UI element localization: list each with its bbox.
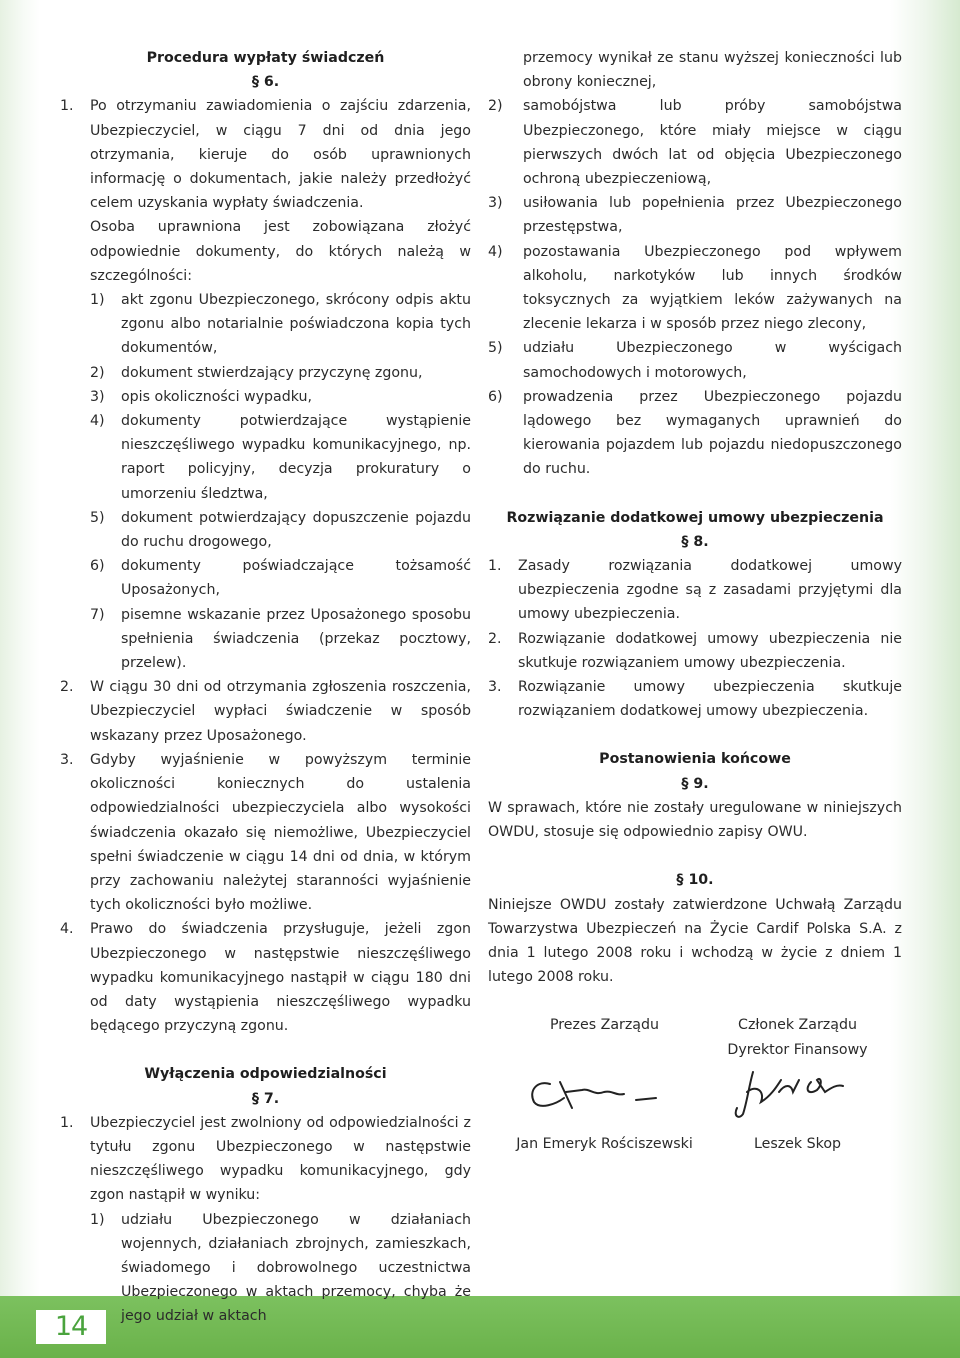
item-number: 5) <box>90 509 105 526</box>
section-10-paragraph-mark: § 10. <box>676 872 714 889</box>
list-item <box>60 748 471 917</box>
signer-role: Dyrektor Finansowy <box>727 1041 868 1058</box>
section-6-title: Procedura wypłaty świadczeń <box>146 50 385 66</box>
item-number: 1) <box>90 1211 105 1228</box>
section-6-point-1 <box>60 94 471 288</box>
handwritten-signature-left <box>520 1062 690 1124</box>
signer-name: Jan Emeryk Rościszewski <box>516 1135 693 1152</box>
item-text: Rozwiązanie dodatkowej umowy ubezpieczenia nie skutkuje rozwiązaniem umowy ubezpieczenia. <box>518 630 902 671</box>
item-number: 4) <box>488 243 503 260</box>
left-gradient-band <box>0 0 40 1296</box>
point-number: 1. <box>60 1114 74 1131</box>
item-text: Gdyby wyjaśnienie w powyższym terminie okoliczności koniecznych do ustalenia odpowiedzialności ubezpieczyciela albo wysokości świadczenia okazało się niemożliwe, Ubezpieczyciel spełni świadczenie w ciągu 14 dni od dnia, w którym przy zachowaniu należytej staranności wyjaśnienie tych okoliczności było możliwe. <box>90 751 471 914</box>
list-item <box>60 506 471 554</box>
list-item <box>60 675 471 748</box>
list-item <box>60 361 471 385</box>
item-number: 3) <box>488 195 503 212</box>
signer-name: Leszek Skop <box>753 1135 842 1152</box>
item-text: Prawo do świadczenia przysługuje, jeżeli zgon Ubezpieczonego w następstwie nieszczęśliwego wypadku komunikacyjnego nastąpił w ciągu 180 dni od daty wystąpienia nieszczęśliwego wypadku będącego przyczyną zgonu. <box>90 921 471 1035</box>
point-text: Po otrzymaniu zawiadomienia o zajściu zdarzenia, Ubezpieczyciel, w ciągu 7 dni od dnia jego otrzymania, kieruje do osób uprawnionych informację o dokumentach, jakie należy przedłożyć celem uzyskania wypłaty świadczenia. <box>90 98 471 212</box>
item-text: samobójstwa lub próby samobójstwa Ubezpieczonego, które miały miejsce w ciągu pierwszych dwóch lat od objęcia Ubezpieczonego ochroną ubezpieczeniową, <box>523 98 902 188</box>
section-8-title: Rozwiązanie dodatkowej umowy ubezpieczenia <box>506 509 884 526</box>
section-8-points <box>488 554 902 723</box>
signature-left <box>508 1013 701 1156</box>
list-item <box>60 385 471 409</box>
item-text: Rozwiązanie umowy ubezpieczenia skutkuje rozwiązaniem dodatkowej umowy ubezpieczenia. <box>518 679 902 720</box>
item-number: 4. <box>60 921 74 938</box>
item-number: 3) <box>90 388 105 405</box>
list-item <box>60 409 471 506</box>
list-item <box>488 627 902 675</box>
page-number: 14 <box>36 1310 106 1344</box>
item-text: Zasady rozwiązania dodatkowej umowy ubezpieczenia zgodne są z zasadami przyjętymi dla umowy ubezpieczenia. <box>518 558 902 623</box>
section-7-point-1 <box>60 1111 471 1208</box>
section-7-exclusion-1 <box>60 1208 471 1329</box>
signer-role: Członek Zarządu <box>738 1017 857 1034</box>
item-number: 3. <box>60 751 74 768</box>
continued-exclusion-text <box>488 46 902 94</box>
section-6-points <box>60 675 471 1038</box>
section-9-text: W sprawach, które nie zostały uregulowane w niniejszych OWDU, stosuje się odpowiednio zapisy OWU. <box>488 799 902 841</box>
item-text: prowadzenia przez Ubezpieczonego pojazdu lądowego bez wymaganych uprawnień do kierowania pojazdem lub pojazdu niedopuszczonego do ruchu. <box>523 388 902 478</box>
item-text: dokument stwierdzający przyczynę zgonu, <box>121 364 423 381</box>
item-text: dokument potwierdzający dopuszczenie pojazdu do ruchu drogowego, <box>121 509 471 551</box>
section-8-paragraph-mark: § 8. <box>681 533 709 550</box>
item-text: W ciągu 30 dni od otrzymania zgłoszenia roszczenia, Ubezpieczyciel wypłaci świadczenie w sposób wskazany przez Uposażonego. <box>90 679 471 744</box>
list-item <box>60 603 471 676</box>
list-item <box>60 917 471 1038</box>
signature-block <box>488 1013 902 1156</box>
section-6-paragraph-mark: § 6. <box>251 74 280 91</box>
item-text: udziału Ubezpieczonego w działaniach wojennych, działaniach zbrojnych, zamieszkach, świadomego i dobrowolnego uczestnictwa Ubezpieczonego w aktach przemocy, chyba że jego udział w aktach <box>121 1211 471 1325</box>
list-item <box>488 675 902 723</box>
section-7-title: Wyłączenia odpowiedzialności <box>144 1066 387 1083</box>
signature-right <box>701 1013 894 1156</box>
item-number: 4) <box>90 413 105 430</box>
item-text: przemocy wynikał ze stanu wyższej konieczności lub obrony koniecznej, <box>523 50 902 91</box>
point-text: Ubezpieczyciel jest zwolniony od odpowiedzialności z tytułu zgonu Ubezpieczonego w następstwie nieszczęśliwego wypadku komunikacyjnego, gdy zgon nastąpił w wyniku: <box>90 1114 471 1204</box>
point-text-continued: Osoba uprawniona jest zobowiązana złożyć odpowiednie dokumenty, do których należą w szczególności: <box>90 219 471 284</box>
list-item <box>60 554 471 602</box>
item-number: 7) <box>90 606 105 623</box>
exclusions-list <box>488 94 902 481</box>
item-number: 2. <box>488 630 502 647</box>
handwritten-signature-right <box>713 1062 883 1124</box>
item-text: dokumenty potwierdzające wystąpienie nieszczęśliwego wypadku komunikacyjnego, np. raport policyjny, decyzja prokuratury o umorzeniu śledztwa, <box>121 413 471 502</box>
list-item <box>60 288 471 361</box>
item-text: opis okoliczności wypadku, <box>121 388 313 405</box>
list-item <box>488 336 902 384</box>
list-item <box>488 240 902 337</box>
item-number: 6) <box>488 388 503 405</box>
item-number: 5) <box>488 340 503 357</box>
item-number: 3. <box>488 679 502 696</box>
item-text: dokumenty poświadczające tożsamość Uposażonych, <box>121 558 471 599</box>
item-number: 2) <box>90 364 105 381</box>
list-item <box>488 554 902 627</box>
item-text: udziału Ubezpieczonego w wyścigach samochodowych i motorowych, <box>523 340 902 381</box>
section-6-document-list <box>60 288 471 675</box>
item-number: 6) <box>90 558 105 575</box>
list-item <box>488 385 902 482</box>
item-text: pisemne wskazanie przez Uposażonego sposobu spełnienia świadczenia (przekaz pocztowy, przelew). <box>121 606 471 672</box>
item-text: pozostawania Ubezpieczonego pod wpływem alkoholu, narkotyków lub innych środków toksycznych za wyjątkiem leków zażywanych na zlecenie lekarza i w sposób przez niego zlecony, <box>523 243 902 333</box>
list-item <box>488 191 902 239</box>
point-number: 1. <box>60 98 74 115</box>
section-9-title: Postanowienia końcowe <box>599 751 791 768</box>
section-9-paragraph-mark: § 9. <box>681 775 709 792</box>
item-text: akt zgonu Ubezpieczonego, skrócony odpis aktu zgonu albo notarialnie poświadczona kopia tych dokumentów, <box>121 292 471 357</box>
left-column <box>60 46 471 1329</box>
item-number: 2. <box>60 679 74 696</box>
list-item <box>488 94 902 191</box>
item-number: 1) <box>90 292 105 309</box>
item-number: 1. <box>488 558 502 575</box>
section-10-text: Niniejsze OWDU zostały zatwierdzone Uchwałą Zarządu Towarzystwa Ubezpieczeń na Życie Cardif Polska S.A. z dnia 1 lutego 2008 roku i wchodzą w życie z dniem 1 lutego 2008 roku. <box>488 896 902 986</box>
section-7-paragraph-mark: § 7. <box>251 1090 280 1107</box>
item-number: 2) <box>488 98 503 115</box>
item-text: usiłowania lub popełnienia przez Ubezpieczonego przestępstwa, <box>523 195 902 236</box>
right-column <box>488 46 902 1156</box>
signer-role: Prezes Zarządu <box>549 1017 660 1034</box>
